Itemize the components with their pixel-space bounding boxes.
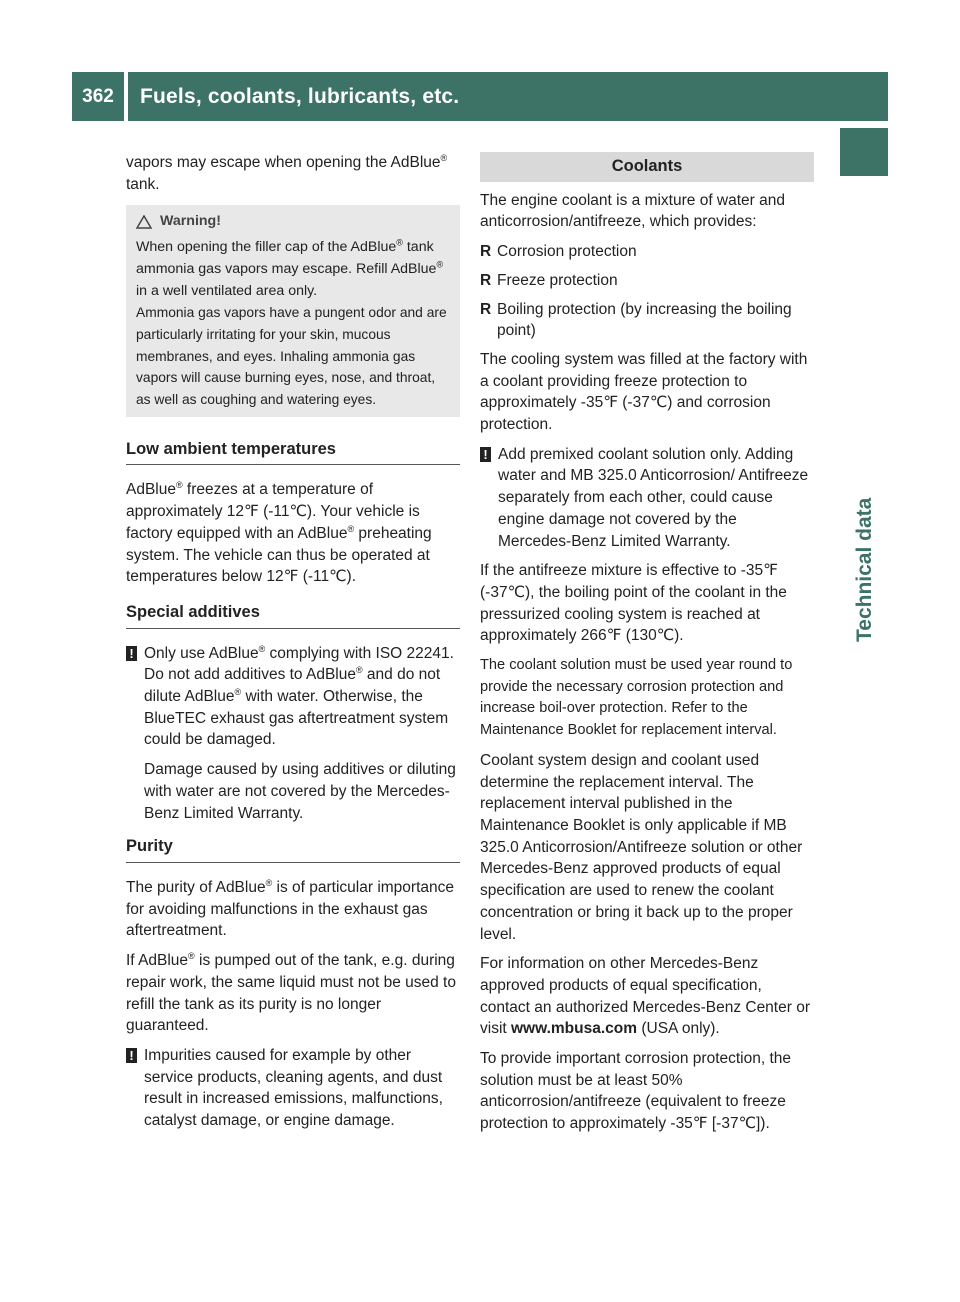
side-tab-block [840,128,888,176]
notice-icon: ! [126,646,137,661]
year-round-text: The coolant solution must be used year round to provide the necessary corrosion protection and increase boil-over protection. Refer to the Maintenance Booklet for replacement interval. [480,657,793,739]
purity-text-1: The purity of AdBlue® is of particular importance for avoiding malfunctions in the exhaust gas aftertreatment. [126,877,455,940]
replacement-interval-text: Coolant system design and coolant used determine the replacement interval. The replacement interval published in the Maintenance Booklet is only applicable if MB 325.0 Anticorrosion/Antifreeze solution or other Mercedes-Benz approved products of equal specification are used to renew the coolant concentration or bring it back up to the proper level. [480,751,803,943]
notice-icon: ! [480,447,491,462]
warning-header [136,211,450,233]
page-number: 362 [72,72,124,121]
low-temp-heading: Low ambient temperatures [126,439,460,466]
additives-notice-text-1: Only use AdBlue® complying with ISO 22241. Do not add additives to AdBlue® and do not dilute AdBlue® with water. Otherwise, the BlueTEC exhaust gas aftertreatment system could be damaged. [144,643,454,749]
notice-icon: ! [126,1048,137,1063]
list-item: R Freeze protection [480,270,814,292]
bullet-marker: R [480,300,492,318]
other-products-text: For information on other Mercedes-Benz approved products of equal specification, contact an authorized Mercedes-Benz Center or visit www.mbusa.com (USA only). [480,955,810,1038]
additives-notice-text-2: Damage caused by using additives or diluting with water are not covered by the Mercedes-Benz Limited Warranty. [144,761,456,822]
section-side-label: Technical data [853,497,876,643]
bullet-marker: R [480,271,492,289]
warning-triangle-icon [136,215,152,229]
bullet-marker: R [480,243,492,261]
warning-text-2: Ammonia gas vapors have a pungent odor and are particularly irritating for your skin, mucous membranes, and eyes. Inhaling ammonia gas vapors will cause burning eyes, nose, and throat, as well as coughing and watering eyes. [136,305,447,408]
coolant-benefits-list [480,241,814,342]
coolants-intro: The engine coolant is a mixture of water and anticorrosion/antifreeze, which provides: [480,191,786,231]
mbusa-link[interactable]: www.mbusa.com [511,1020,638,1038]
coolants-heading: Coolants [480,152,814,182]
additives-notice [126,643,460,825]
list-item: R Corrosion protection [480,241,814,263]
cooling-system-text: The cooling system was filled at the factory with a coolant providing freeze protection to approximately -35℉ (-37℃) and corrosion protection. [480,350,808,434]
purity-notice [126,1045,460,1132]
page-title: Fuels, coolants, lubricants, etc. [128,72,888,121]
intro-text: vapors may escape when opening the AdBlue® tank. [126,152,448,193]
purity-text-2: If AdBlue® is pumped out of the tank, e.g. during repair work, the same liquid must not be used to refill the tank as its purity is no longer guaranteed. [126,950,456,1035]
coolant-notice [480,444,814,553]
warning-text-1: When opening the filler cap of the AdBlue® tank ammonia gas vapors may escape. Refill AdBlue® in a well ventilated area only. [136,237,444,299]
purity-notice-text: Impurities caused for example by other service products, cleaning agents, and dust result in increased emissions, malfunctions, catalyst damage, or engine damage. [144,1046,443,1130]
low-temp-text: AdBlue® freezes at a temperature of approximately 12℉ (-11℃). Your vehicle is factory equipped with an AdBlue® preheating system. The vehicle can thus be operated at temperatures below 12℉ (-11℃). [126,480,432,586]
warning-title: Warning! [160,213,221,230]
coolant-notice-text: Add premixed coolant solution only. Adding water and MB 325.0 Anticorrosion/ Antifreeze separately from each other, could cause engine damage not covered by the Mercedes-Benz Limited Warranty. [498,445,809,550]
list-item: R Boiling protection (by increasing the boiling point) [480,300,792,340]
warning-box [126,205,460,416]
antifreeze-text: If the antifreeze mixture is effective to -35℉ (-37℃), the boiling point of the coolant in the pressurized cooling system is reached at approximately 266℉ (130℃). [480,562,787,645]
left-column [126,152,460,1140]
corrosion-protection-text: To provide important corrosion protection, the solution must be at least 50% anticorrosion/antifreeze (equivalent to freeze protection to approximately -35℉ [-37℃]). [480,1050,792,1133]
right-column [480,152,814,1143]
additives-heading: Special additives [126,602,460,629]
purity-heading: Purity [126,836,460,863]
